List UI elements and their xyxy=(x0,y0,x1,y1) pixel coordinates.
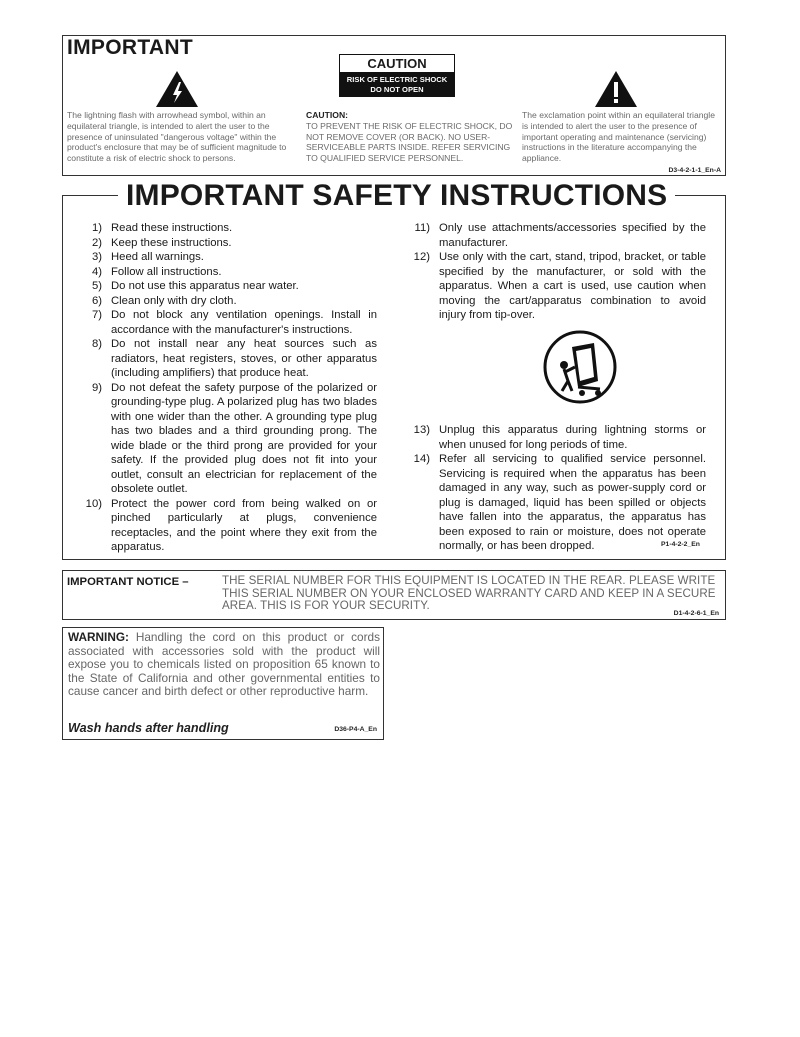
list-item-text: Protect the power cord from being walked on or pinched particularly at plugs, convenience receptacles, and the point where they exit from the apparatus. xyxy=(111,497,377,553)
important-code: D3-4-2-1-1_En-A xyxy=(668,167,721,174)
list-item xyxy=(80,236,377,251)
caution-heading: CAUTION: xyxy=(306,110,349,120)
list-item-text: Do not block any ventilation openings. Install in accordance with the manufacturer's instructions. xyxy=(111,309,377,336)
list-item-number: 5) xyxy=(91,280,102,292)
caution-sublabel xyxy=(339,73,455,97)
list-item-number: 13) xyxy=(413,424,430,436)
list-item xyxy=(412,221,706,250)
safety-title-wrap xyxy=(0,178,800,214)
exclamation-triangle-icon xyxy=(594,70,638,113)
caution-label: CAUTION xyxy=(339,54,455,73)
notice-label: IMPORTANT NOTICE – xyxy=(67,576,189,588)
warning-code: D36-P4-A_En xyxy=(334,726,377,733)
lightning-explanation: The lightning flash with arrowhead symbol, within an equilateral triangle, is intended to alert the user to the presence of uninsulated "dangerous voltage" within the product's enclosure that may be of sufficient magnitude to constitute a risk of electric shock to persons. xyxy=(67,110,287,164)
list-item-text: Heed all warnings. xyxy=(111,251,204,263)
list-item xyxy=(80,294,377,309)
list-item-number: 11) xyxy=(414,222,430,234)
caution-sign xyxy=(339,54,455,97)
safety-list-left xyxy=(80,221,377,555)
list-item xyxy=(80,497,377,555)
lightning-triangle-icon xyxy=(155,70,199,113)
list-item xyxy=(80,381,377,497)
list-item-text: Keep these instructions. xyxy=(111,236,232,249)
warning-box xyxy=(62,627,384,740)
list-item-text: Read these instructions. xyxy=(111,222,233,234)
safety-code: P1-4-2-2_En xyxy=(661,541,700,548)
list-item-number: 3) xyxy=(91,251,102,263)
list-item-number: 14) xyxy=(413,453,430,465)
list-item-text: Follow all instructions. xyxy=(111,265,222,278)
notice-text: THE SERIAL NUMBER FOR THIS EQUIPMENT IS LOCATED IN THE REAR. PLEASE WRITE THIS SERIAL NUMBER ON YOUR ENCLOSED WARRANTY CARD AND KEEP IN A SECURE AREA. THIS IS FOR YOUR SECURITY. xyxy=(222,574,716,613)
list-item xyxy=(80,250,377,265)
list-item-text: Only use attachments/accessories specified by the manufacturer. xyxy=(439,222,706,249)
list-item xyxy=(80,337,377,381)
list-item-number: 6) xyxy=(91,294,102,307)
caution-sublabel-line2: DO NOT OPEN xyxy=(370,85,424,94)
warning-paragraph xyxy=(68,631,380,699)
list-item xyxy=(80,279,377,294)
list-item-number: 12) xyxy=(413,251,430,263)
list-item-number: 2) xyxy=(91,236,102,249)
warning-text: Handling the cord on this product or cords associated with accessories sold with the product will expose you to chemicals listed on proposition 65 known to the State of California and other governmental entities to cause cancer and birth defect or other reproductive harm. xyxy=(68,630,380,699)
important-box xyxy=(62,35,726,176)
important-title: IMPORTANT xyxy=(67,36,193,59)
cart-tip-over-icon xyxy=(542,329,618,412)
list-item xyxy=(412,452,706,554)
exclamation-explanation: The exclamation point within an equilateral triangle is intended to alert the user to the presence of important operating and maintenance (servicing) instructions in the literature accompanying the appliance. xyxy=(522,110,715,164)
list-item-text: Unplug this apparatus during lightning storms or when unused for long periods of time. xyxy=(439,424,706,451)
warning-label: WARNING: xyxy=(68,630,129,644)
caution-sublabel-line1: RISK OF ELECTRIC SHOCK xyxy=(346,75,448,84)
list-item-number: 4) xyxy=(91,265,102,278)
list-item-text: Use only with the cart, stand, tripod, bracket, or table specified by the manufacturer, or sold with the apparatus. When a cart is used, use caution when moving the cart/apparatus combination to avoid injury from tip-over. xyxy=(439,251,706,321)
safety-title: IMPORTANT SAFETY INSTRUCTIONS xyxy=(118,178,675,214)
list-item xyxy=(80,308,377,337)
list-item-text: Do not use this apparatus near water. xyxy=(111,280,299,292)
list-item-text: Refer all servicing to qualified service personnel. Servicing is required when the apparatus has been damaged in any way, such as power-supply cord or plug is damaged, liquid has been spilled or objects have fallen into the apparatus, the apparatus has been exposed to rain or moisture, does not operate normally, or has been dropped. xyxy=(439,453,706,552)
safety-list-right-top xyxy=(412,221,706,323)
list-item-number: 7) xyxy=(91,309,102,321)
list-item-number: 1) xyxy=(91,222,102,234)
list-item xyxy=(80,221,377,236)
list-item xyxy=(412,250,706,323)
caution-text: TO PREVENT THE RISK OF ELECTRIC SHOCK, DO NOT REMOVE COVER (OR BACK). NO USER-SERVICEABLE PARTS INSIDE. REFER SERVICING TO QUALIFIED SERVICE PERSONNEL. xyxy=(306,120,513,164)
list-item-text: Do not defeat the safety purpose of the polarized or grounding-type plug. A polarized plug has two blades with one wider than the other. A grounding type plug has two blades and a third grounding prong. The wide blade or the third prong are provided for your safety. If the provided plug does not fit into your outlet, consult an electrician for replacement of the obsolete outlet. xyxy=(111,381,377,495)
wash-hands-text: Wash hands after handling xyxy=(68,721,229,735)
list-item-number: 9) xyxy=(91,381,102,394)
list-item xyxy=(412,423,706,452)
list-item xyxy=(80,265,377,280)
safety-list-right-bottom xyxy=(412,423,706,554)
list-item-number: 8) xyxy=(91,338,102,350)
important-notice-box xyxy=(62,570,726,620)
list-item-text: Do not install near any heat sources such as radiators, heat registers, stoves, or other apparatus (including amplifiers) that produce heat. xyxy=(111,338,377,379)
list-item-number: 10) xyxy=(85,497,102,510)
caution-column xyxy=(306,110,516,164)
notice-code: D1-4-2-6-1_En xyxy=(673,610,719,617)
list-item-text: Clean only with dry cloth. xyxy=(111,294,237,307)
